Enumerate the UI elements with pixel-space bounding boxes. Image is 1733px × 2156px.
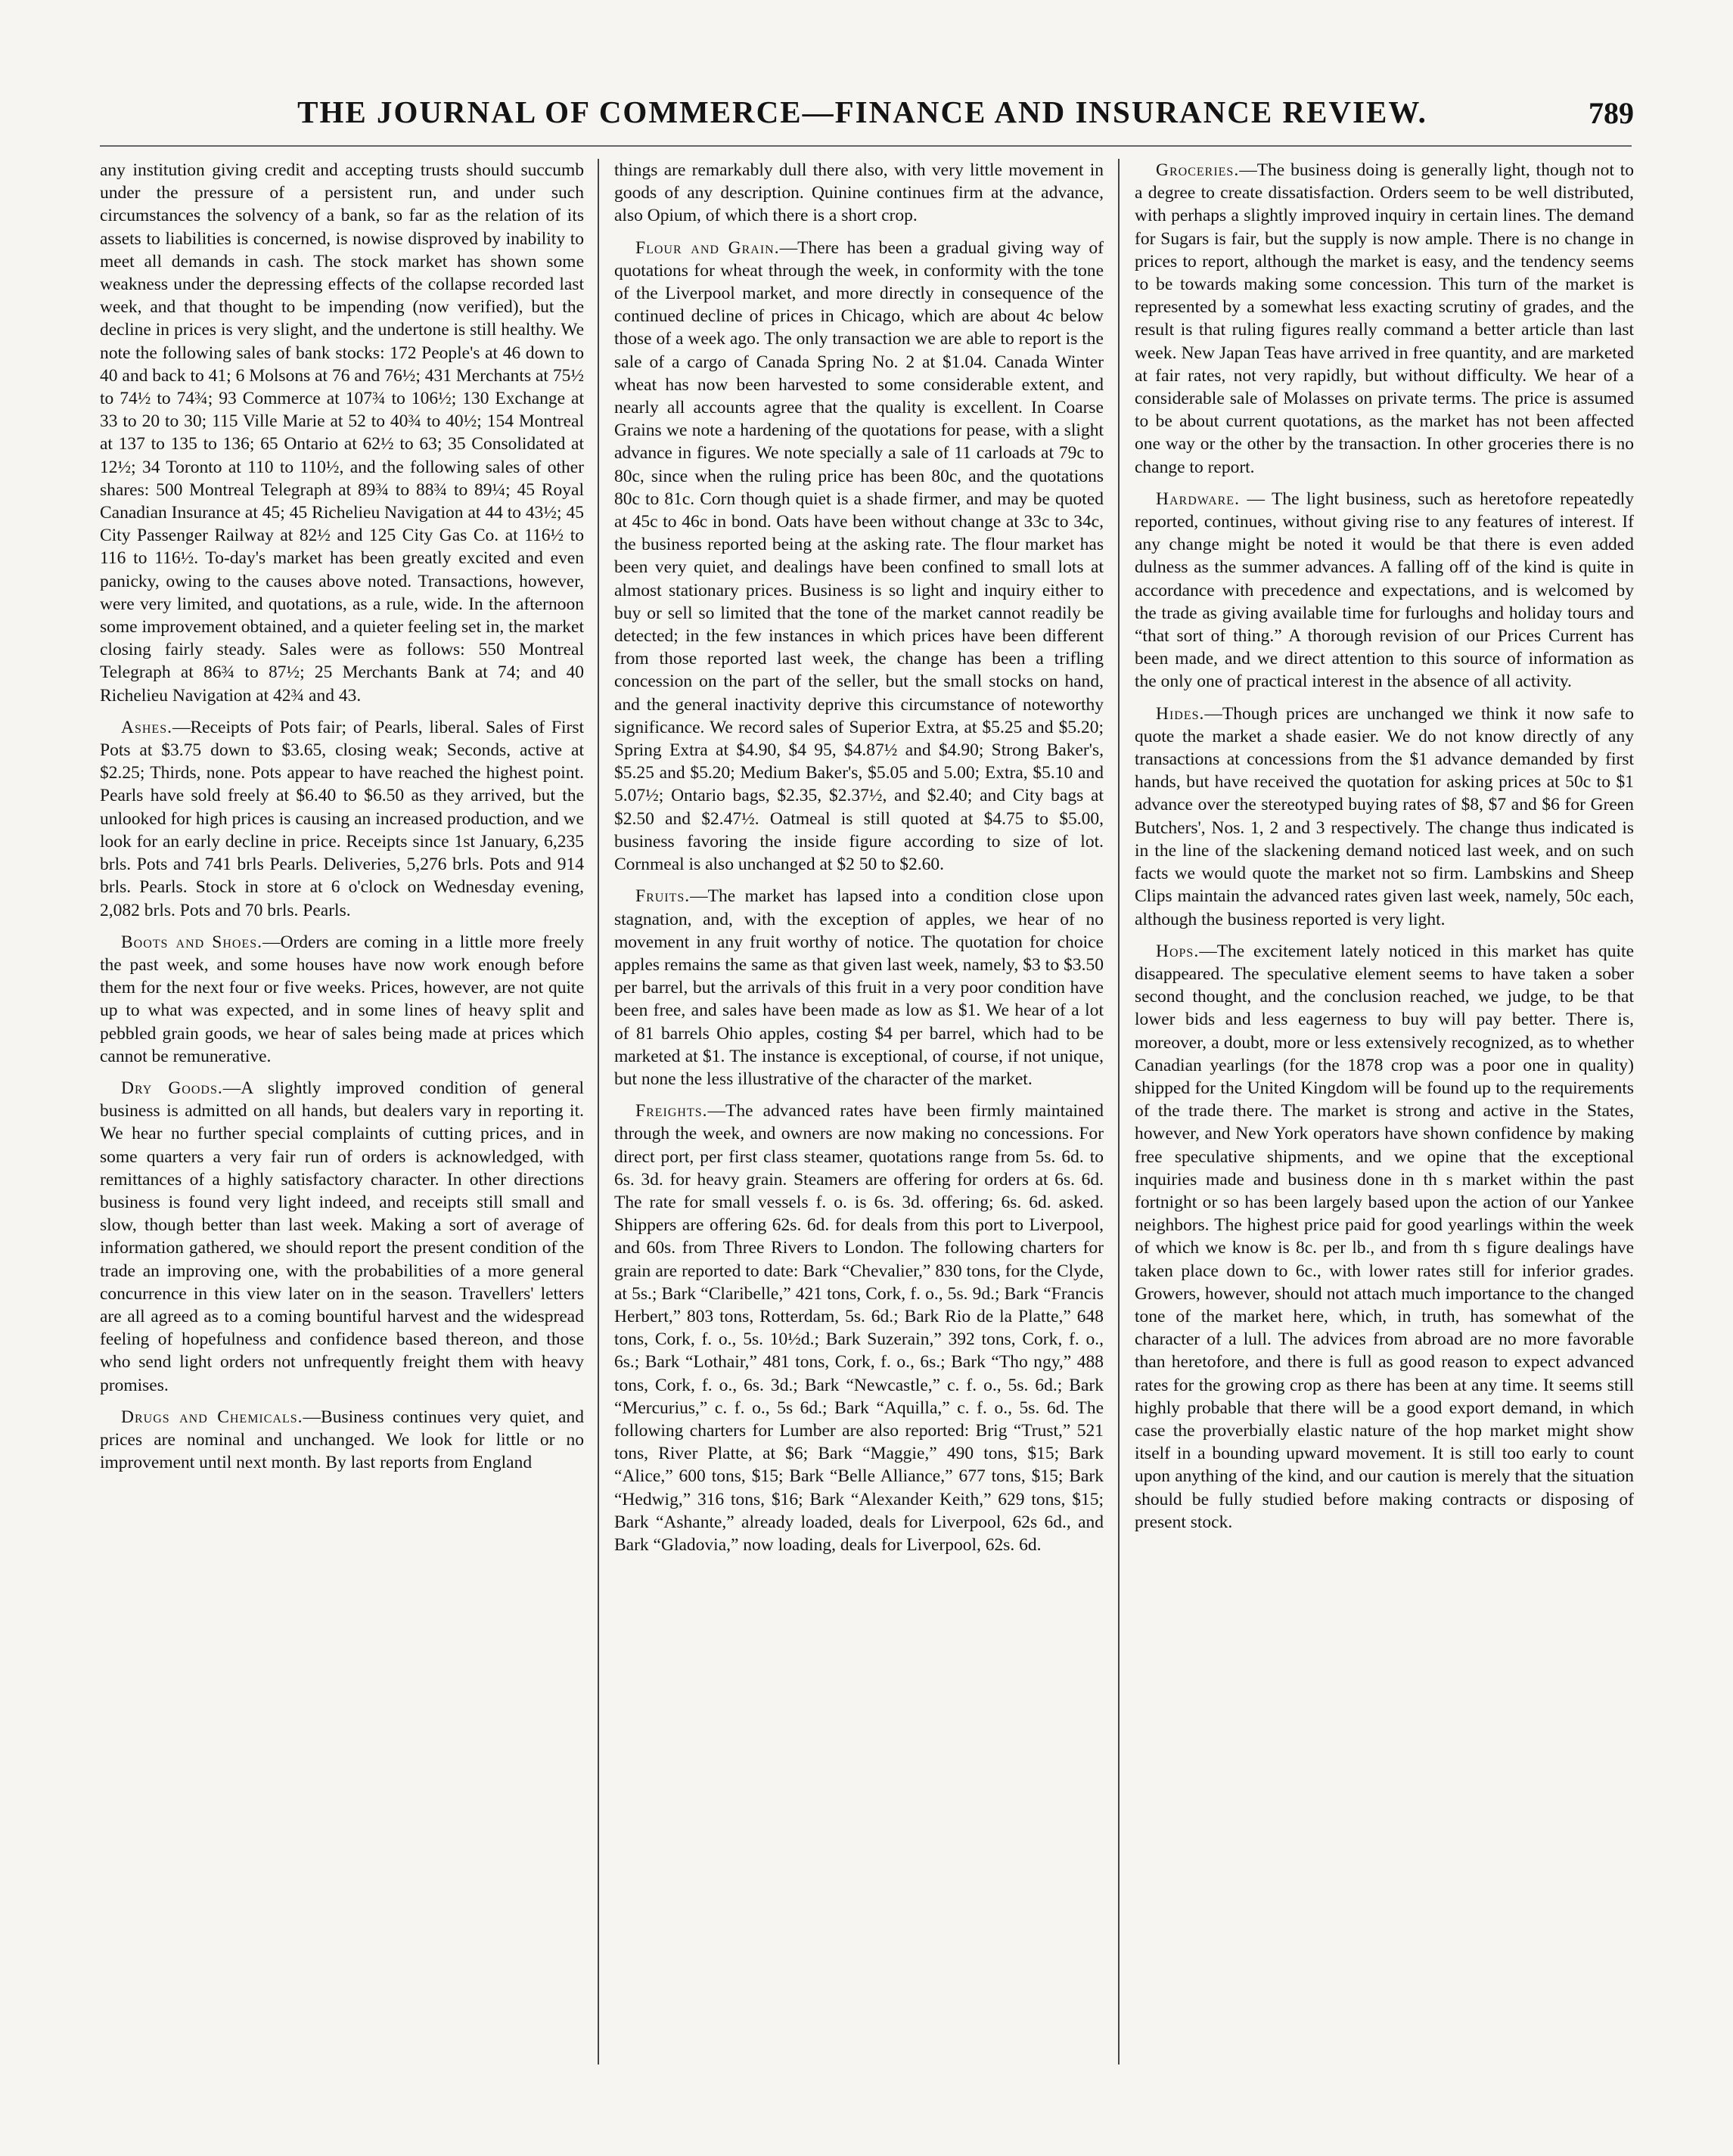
- section-heading: Ashes.: [121, 717, 172, 737]
- paragraph: Drugs and Chemicals.—Business continues very quiet, and prices are nominal and unchanged. We look for little or no improvement until next month. By last reports from England: [100, 1407, 584, 1473]
- paragraph: Hides.—Though prices are unchanged we think it now safe to quote the market a shade easier. We do not know directly of any transactions at concessions from the $1 advance demanded by first hands, but have received the quotation for asking prices at 50c to $1 advance over the stereotyped buying rates of $8, $7 and $6 for Green Butchers', Nos. 1, 2 and 3 respectively. The change thus indicated is in the line of the slackening demand noticed last week, and on such facts we would quote the market not so firm. Lambskins and Sheep Clips maintain the advanced rates given last week, namely, 50c each, although the business reported is very light.: [1135, 703, 1634, 929]
- paragraph: Ashes.—Receipts of Pots fair; of Pearls, liberal. Sales of First Pots at $3.75 down to $3.65, closing weak; Seconds, active at $2.25; Thirds, none. Pots appear to have reached the highest point. Pearls have sold freely at $6.40 to $6.50 as they arrived, but the unlooked for high prices is causing an increased production, and we look for an early decline in price. Receipts since 1st January, 6,235 brls. Pots and 741 brls Pearls. Deliveries, 5,276 brls. Pots and 914 brls. Pearls. Stock in store at 6 o'clock on Wednesday evening, 2,082 brls. Pots and 70 brls. Pearls.: [100, 717, 584, 920]
- section-heading: Flour and Grain.: [635, 237, 780, 258]
- paragraph: Freights.—The advanced rates have been firmly maintained through the week, and owners are now making no concessions. For direct port, per first class steamer, quotations range from 5s. 6d. to 6s. 3d. for heavy grain. Steamers are offering for orders at 6s. 6d. The rate for small vessels f. o. is 6s. 3d. offering; 6s. 6d. asked. Shippers are offering 62s. 6d. for deals from this port to Liverpool, and 60s. from Three Rivers to London. The following charters for grain are reported to date: Bark “Chevalier,” 830 tons, for the Clyde, at 5s.; Bark “Claribelle,” 421 tons, Cork, f. o., 5s. 9d.; Bark “Francis Herbert,” 803 tons, Rotterdam, 5s. 6d.; Bark Rio de la Platte,” 648 tons, Cork, f. o., 5s. 10½d.; Bark Suzerain,” 392 tons, Cork, f. o., 6s.; Bark “Lothair,” 481 tons, Cork, f. o., 6s.; Bark “Tho ngy,” 488 tons, Cork, f. o., 6s. 3d.; Bark “Newcastle,” c. f. o., 5s. 6d.; Bark “Mercurius,” c. f. o., 5s 6d.; Bark “Aquilla,” c. f. o., 5s. 6d. The following charters for Lumber are also reported: Brig “Trust,” 521 tons, River Platte, at $6; Bark “Maggie,” 490 tons, $15; Bark “Alice,” 600 tons, $15; Bark “Belle Alliance,” 677 tons, $15; Bark “Hedwig,” 316 tons, $16; Bark “Alexander Keith,” 629 tons, $15; Bark “Ashante,” already loaded, deals for Liverpool, 62s 6d., and Bark “Gladovia,” now loading, deals for Liverpool, 62s. 6d.: [614, 1101, 1104, 1555]
- column-1: [100, 159, 584, 2064]
- section-heading: Dry Goods.: [121, 1078, 223, 1098]
- paragraph: any institution giving credit and accepting trusts should succumb under the pressure of a persistent run, and under such circumstances the solvency of a bank, so far as the relation of its assets to liabilities is concerned, is nowise disproved by inability to meet all demands in cash. The stock market has shown some weakness under the depressing effects of the collapse recorded last week, and that thought to be impending (now verified), but the decline in prices is very slight, and the undertone is still healthy. We note the following sales of bank stocks: 172 People's at 46 down to 40 and back to 41; 6 Molsons at 76 and 76½; 431 Merchants at 75½ to 74½ to 74¾; 93 Commerce at 107¾ to 106½; 130 Exchange at 33 to 20 to 30; 115 Ville Marie at 52 to 40¾ to 40½; 154 Montreal at 137 to 135 to 136; 65 Ontario at 62½ to 63; 35 Consolidated at 12½; 34 Toronto at 110 to 110½, and the following sales of other shares: 500 Montreal Telegraph at 89¾ to 88¾ to 89¼; 45 Royal Canadian Insurance at 45; 45 Richelieu Navigation at 44 to 43½; 45 City Passenger Railway at 82½ and 125 City Gas Co. at 116½ to 116 to 116½. To-day's market has been greatly excited and even panicky, owing to the causes above noted. Transactions, however, were very limited, and quotations, as a rule, wide. In the afternoon some improvement obtained, and a quieter feeling set in, the market closing fairly steady. Sales were as follows: 550 Montreal Telegraph at 86¾ to 87½; 25 Merchants Bank at 74; and 40 Richelieu Navigation at 42¾ and 43.: [100, 160, 584, 706]
- paragraph: Hops.—The excitement lately noticed in this market has quite disappeared. The speculative element seems to have taken a sober second thought, and the conclusion reached, we judge, to be that lower bids and less eagerness to buy will pay better. There is, moreover, a doubt, more or less extensively recognized, as to whether Canadian yearlings (for the 1878 crop was a poor one in quality) shipped for the United Kingdom will be found up to the requirements of the trade there. The market is strong and active in the States, however, and New York operators have shown confidence by making free speculative shipments, and we opine that the exceptional inquiries made and business done in th s market within the past fortnight or so has been largely based upon the action of our Yankee neighbors. The highest price paid for good yearlings within the week of which we know is 8c. per lb., and from th s figure dealings have taken place down to 6c., with lower rates still for inferior grades. Growers, however, should not attach much importance to the changed tone of the market here, which, in truth, has somewhat of the character of a lull. The advices from abroad are no more favorable than heretofore, and there is full as good reason to expect advanced rates for the growing crop as there has been at any time. It seems still highly probable that there will be a good export demand, in which case the proverbially elastic nature of the hop market might show itself in a bounding upward movement. It is still too early to count upon anything of the kind, and our caution is merely that the situation should be fully studied before making contracts or disposing of present stock.: [1135, 941, 1634, 1532]
- paragraph: Groceries.—The business doing is generally light, though not to a degree to create dissatisfaction. Orders seem to be well distributed, with perhaps a slightly improved inquiry in certain lines. The demand for Sugars is fair, but the supply is now ample. There is no change in prices to report, although the market is easy, and the tendency seems to be towards making some concession. This turn of the market is represented by a somewhat less exacting scrutiny of grades, and the result is that ruling figures really command a better article than last week. New Japan Teas have arrived in free quantity, and are marketed at fair rates, not very rapidly, but without difficulty. We hear of a considerable sale of Molasses on private terms. The price is assumed to be about current quotations, as the market has not been affected one way or the other by the transaction. In other groceries there is no change to report.: [1135, 160, 1634, 477]
- page-number: 789: [1589, 96, 1634, 130]
- page-header: [91, 89, 1634, 135]
- column-divider: [598, 159, 599, 2064]
- paragraph: Flour and Grain.—There has been a gradual giving way of quotations for wheat through the week, in conformity with the tone of the Liverpool market, and more directly in consequence of the continued decline of prices in Chicago, which are about 4c below those of a week ago. The only transaction we are able to report is the sale of a cargo of Canada Spring No. 2 at $1.04. Canada Winter wheat has now been harvested to some considerable extent, and nearly all accounts agree that the quality is excellent. In Coarse Grains we note a hardening of the quotations for pease, with a slight advance in figures. We note specially a sale of 11 carloads at 79c to 80c, since when the ruling price has been 80c, and the quotations 80c to 81c. Corn though quiet is a shade firmer, and may be quoted at 45c to 46c in bond. Oats have been without change at 33c to 34c, the business reported being at the asking rate. The flour market has been very quiet, and dealings have been confined to small lots at almost stationary prices. Business is so light and inquiry either to buy or sell so limited that the tone of the market cannot readily be detected; in the few instances in which prices have been different from those reported last week, the change has been a trifling concession on the part of the seller, but the small stocks on hand, and the general inactivity deprive this circumstance of noteworthy significance. We record sales of Superior Extra, at $5.25 and $5.20; Spring Extra at $4.90, $4 95, $4.87½ and $4.90; Strong Baker's, $5.25 and $5.20; Medium Baker's, $5.05 and 5.00; Extra, $5.10 and 5.07½; Ontario bags, $2.35, $2.37½, and $2.40; and City bags at $2.50 and $2.47½. Oatmeal is still quoted at $4.75 to $5.00, business favoring the inside figure according to size of lot. Cornmeal is also unchanged at $2 50 to $2.60.: [614, 237, 1104, 875]
- section-heading: Hops.: [1156, 941, 1200, 961]
- header-rule: [100, 145, 1632, 147]
- section-heading: Freights.: [635, 1101, 708, 1121]
- section-heading: Hides.: [1156, 703, 1205, 724]
- section-heading: Groceries.: [1156, 160, 1240, 180]
- section-heading: Drugs and Chemicals.: [121, 1407, 303, 1427]
- section-heading: Hardware.: [1156, 489, 1240, 509]
- paragraph: Boots and Shoes.—Orders are coming in a little more freely the past week, and some houses have now work enough before them for the next four or five weeks. Prices, however, are not quite up to what was expected, and in some lines of heavy split and pebbled grain goods, we hear of sales being made at prices which cannot be remunerative.: [100, 932, 584, 1066]
- section-heading: Boots and Shoes.: [121, 932, 262, 952]
- section-heading: Fruits.: [635, 886, 691, 907]
- paragraph: Dry Goods.—A slightly improved condition of general business is admitted on all hands, but dealers vary in reporting it. We hear no further special complaints of cutting prices, and in some quarters a very fair run of orders is acknowledged, with remittances of a highly satisfactory character. In other directions business is found very light indeed, and receipts still small and slow, though better than last week. Making a sort of average of information gathered, we should report the present condition of the trade an improving one, with the probabilities of a more general concurrence in this view later on in the season. Travellers' letters are all agreed as to a coming bountiful harvest and the widespread feeling of hopefulness and confidence based thereon, and those who send light orders not unfrequently freight them with heavy promises.: [100, 1078, 584, 1395]
- column-divider: [1118, 159, 1120, 2064]
- column-3: [1135, 159, 1634, 2064]
- paragraph: things are remarkably dull there also, with very little movement in goods of any description. Quinine continues firm at the advance, also Opium, of which there is a short crop.: [614, 160, 1104, 226]
- running-head: THE JOURNAL OF COMMERCE—FINANCE AND INSURANCE REVIEW.: [297, 95, 1427, 129]
- column-2: [614, 159, 1104, 2064]
- paragraph: Hardware. — The light business, such as heretofore repeatedly reported, continues, without giving rise to any features of interest. If any change might be noted it would be that there is even added dulness as the summer advances. A falling off of the kind is quite in accordance with precedence and expectations, and is welcomed by the trade as giving available time for furloughs and holiday tours and “that sort of thing.” A thorough revision of our Prices Current has been made, and we direct attention to this source of information as the only one of practical interest in the absence of all activity.: [1135, 489, 1634, 692]
- paragraph: Fruits.—The market has lapsed into a condition close upon stagnation, and, with the exception of apples, we hear of no movement in any fruit worthy of notice. The quotation for choice apples remains the same as that given last week, namely, $3 to $3.50 per barrel, but the arrivals of this fruit in a very poor condition have been free, and sales have been made as low as $1. We hear of a lot of 81 barrels Ohio apples, costing $4 per barrel, which had to be marketed at $1. The instance is exceptional, of course, if not unique, but none the less illustrative of the character of the market.: [614, 886, 1104, 1089]
